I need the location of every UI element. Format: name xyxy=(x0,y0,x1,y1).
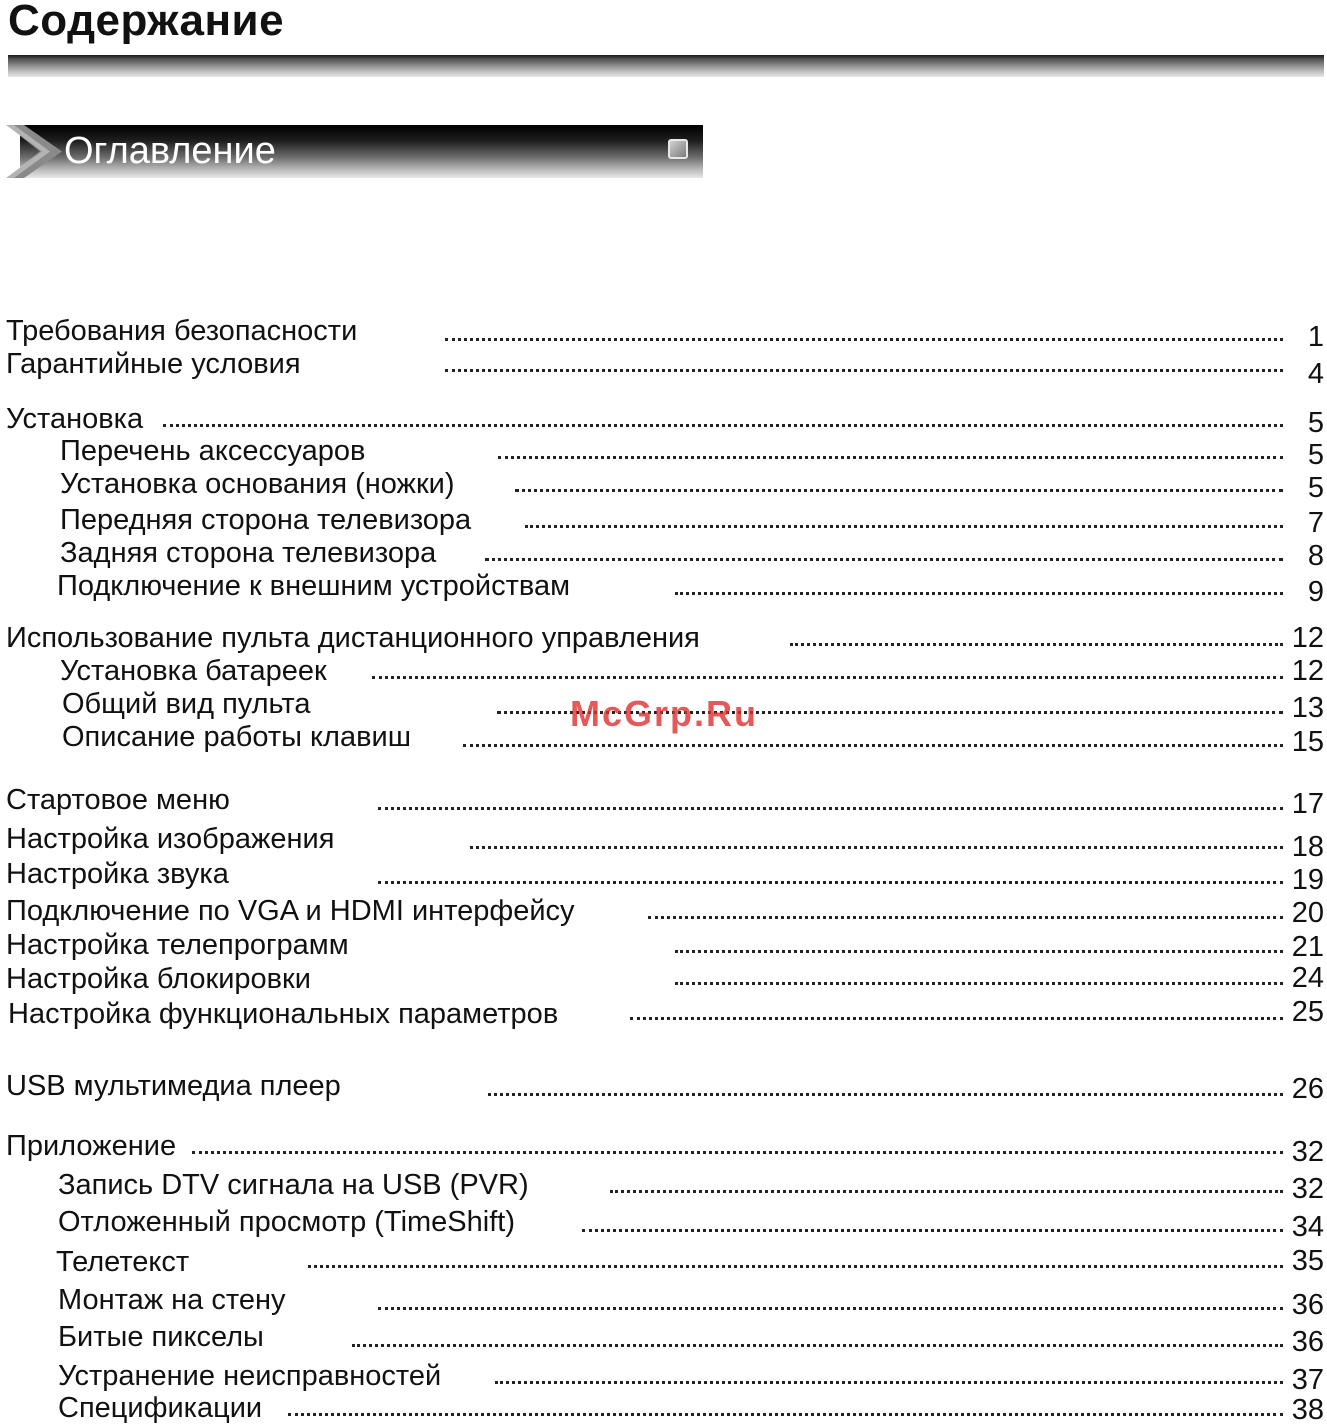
toc-row[interactable] xyxy=(0,1129,1327,1168)
toc-label: Устранение неисправностей xyxy=(58,1360,442,1392)
toc-page: 24 xyxy=(1291,962,1324,994)
toc-page: 37 xyxy=(1291,1364,1324,1396)
toc-label: Гарантийные условия xyxy=(6,348,301,380)
toc-row[interactable] xyxy=(0,402,1327,438)
toc-leader xyxy=(582,1225,1283,1232)
toc-row[interactable] xyxy=(0,434,1327,470)
toc-row[interactable] xyxy=(0,857,1327,896)
toc-label: Подключение по VGA и HDMI интерфейсу xyxy=(6,895,575,927)
toc-page: 21 xyxy=(1291,931,1324,963)
toc-row[interactable] xyxy=(0,1283,1327,1319)
toc-label: Задняя сторона телевизора xyxy=(60,537,437,569)
toc-page: 1 xyxy=(1307,321,1324,353)
toc-row[interactable] xyxy=(0,894,1327,930)
toc-leader xyxy=(308,1261,1283,1268)
toc-leader xyxy=(352,1340,1283,1347)
toc-label: Установка батареек xyxy=(60,655,327,687)
toc-label: Общий вид пульта xyxy=(62,688,311,720)
toc-label: Настройка блокировки xyxy=(6,963,311,995)
toc-leader xyxy=(463,740,1283,747)
toc-label: Установка основания (ножки) xyxy=(60,468,455,500)
toc-label: Монтаж на стену xyxy=(58,1284,286,1316)
section-banner xyxy=(6,125,703,178)
toc-label: Требования безопасности xyxy=(6,315,358,347)
toc-row[interactable] xyxy=(0,621,1327,657)
toc-leader xyxy=(445,365,1283,372)
toc-leader xyxy=(378,1303,1283,1310)
toc-leader xyxy=(648,912,1283,919)
toc-row[interactable] xyxy=(0,654,1327,690)
toc-page: 36 xyxy=(1291,1326,1324,1358)
toc-row[interactable] xyxy=(0,467,1327,503)
toc-leader xyxy=(525,521,1283,528)
toc-label: Установка xyxy=(6,403,144,435)
toc-page: 38 xyxy=(1291,1394,1324,1426)
chevron-right-icon xyxy=(6,125,66,178)
toc-page: 36 xyxy=(1291,1289,1324,1321)
toc-leader xyxy=(372,672,1283,679)
toc-label: Использование пульта дистанционного управления xyxy=(6,622,700,654)
toc-page: 17 xyxy=(1291,788,1324,820)
section-title: Оглавление xyxy=(64,130,276,172)
toc-leader xyxy=(515,485,1283,492)
toc-page: 8 xyxy=(1307,540,1324,572)
toc-row[interactable] xyxy=(0,1205,1327,1241)
toc-label: Описание работы клавиш xyxy=(62,721,411,753)
toc-leader xyxy=(488,1089,1283,1096)
toc-label: Телетекст xyxy=(56,1246,190,1278)
toc-label: USB мультимедиа плеер xyxy=(6,1070,341,1102)
toc-page: 18 xyxy=(1291,831,1324,863)
toc-label: Подключение к внешним устройствам xyxy=(57,570,571,602)
toc-page: 5 xyxy=(1307,407,1324,439)
square-icon xyxy=(668,139,688,159)
toc-label: Настройка изображения xyxy=(6,823,335,855)
toc-leader xyxy=(495,1377,1283,1384)
toc-page: 4 xyxy=(1307,358,1324,390)
toc-page: 5 xyxy=(1307,439,1324,471)
toc-label: Приложение xyxy=(6,1130,177,1162)
toc-row[interactable] xyxy=(0,997,1327,1033)
toc-page: 26 xyxy=(1291,1073,1324,1105)
toc-leader xyxy=(675,978,1283,985)
toc-row[interactable] xyxy=(0,1069,1327,1105)
toc-leader xyxy=(790,639,1283,646)
toc-label: Стартовое меню xyxy=(6,784,230,816)
toc-row[interactable] xyxy=(0,822,1327,863)
toc-label: Перечень аксессуаров xyxy=(60,435,366,467)
toc-row[interactable] xyxy=(0,569,1327,608)
toc-row[interactable] xyxy=(0,962,1327,998)
toc-row[interactable] xyxy=(0,783,1327,819)
toc-leader xyxy=(630,1013,1283,1020)
toc-row[interactable] xyxy=(0,503,1327,539)
toc-row[interactable] xyxy=(0,1391,1327,1426)
toc-leader xyxy=(675,588,1283,595)
toc-row[interactable] xyxy=(0,1168,1327,1204)
toc-leader xyxy=(498,452,1283,459)
toc-page: 12 xyxy=(1291,655,1324,687)
toc-page: 15 xyxy=(1291,726,1324,758)
toc-leader xyxy=(192,1147,1283,1154)
toc-label: Отложенный просмотр (TimeShift) xyxy=(58,1206,515,1238)
toc-page: 7 xyxy=(1307,507,1324,539)
toc-row[interactable] xyxy=(0,1245,1327,1281)
toc-page: 20 xyxy=(1291,897,1324,929)
toc-row[interactable] xyxy=(0,1320,1327,1356)
toc-row[interactable] xyxy=(0,347,1327,390)
toc-page: 35 xyxy=(1291,1245,1324,1277)
toc-page: 34 xyxy=(1291,1211,1324,1243)
toc-row[interactable] xyxy=(0,314,1327,353)
toc-label: Настройка телепрограмм xyxy=(6,929,349,961)
title-rule xyxy=(8,55,1324,77)
toc-page: 12 xyxy=(1291,622,1324,654)
toc-page: 9 xyxy=(1307,576,1324,608)
toc-leader xyxy=(485,554,1283,561)
toc-page: 19 xyxy=(1291,864,1324,896)
toc-leader xyxy=(470,842,1283,849)
toc-row[interactable] xyxy=(0,1359,1327,1395)
toc-label: Запись DTV сигнала на USB (PVR) xyxy=(58,1169,529,1201)
toc-label: Настройка функциональных параметров xyxy=(8,998,559,1030)
toc-row[interactable] xyxy=(0,536,1327,572)
toc-label: Настройка звука xyxy=(6,858,229,890)
toc-page: 32 xyxy=(1291,1173,1324,1205)
toc-row[interactable] xyxy=(0,928,1327,964)
toc-page: 32 xyxy=(1291,1136,1324,1168)
page-title: Содержание xyxy=(8,0,285,45)
toc-label: Битые пикселы xyxy=(58,1321,264,1353)
toc-label: Передняя сторона телевизора xyxy=(60,504,472,536)
toc-leader xyxy=(378,803,1283,810)
toc-leader xyxy=(163,420,1283,427)
toc-leader xyxy=(610,1186,1283,1193)
toc-leader xyxy=(378,877,1283,884)
toc-leader xyxy=(675,946,1283,953)
watermark: McGrp.Ru xyxy=(570,693,759,734)
toc-leader xyxy=(445,334,1283,341)
toc-leader xyxy=(288,1409,1283,1416)
toc-page: 25 xyxy=(1291,996,1324,1028)
toc-label: Спецификации xyxy=(58,1392,263,1424)
toc-page: 13 xyxy=(1291,692,1324,724)
toc-page: 5 xyxy=(1307,472,1324,504)
